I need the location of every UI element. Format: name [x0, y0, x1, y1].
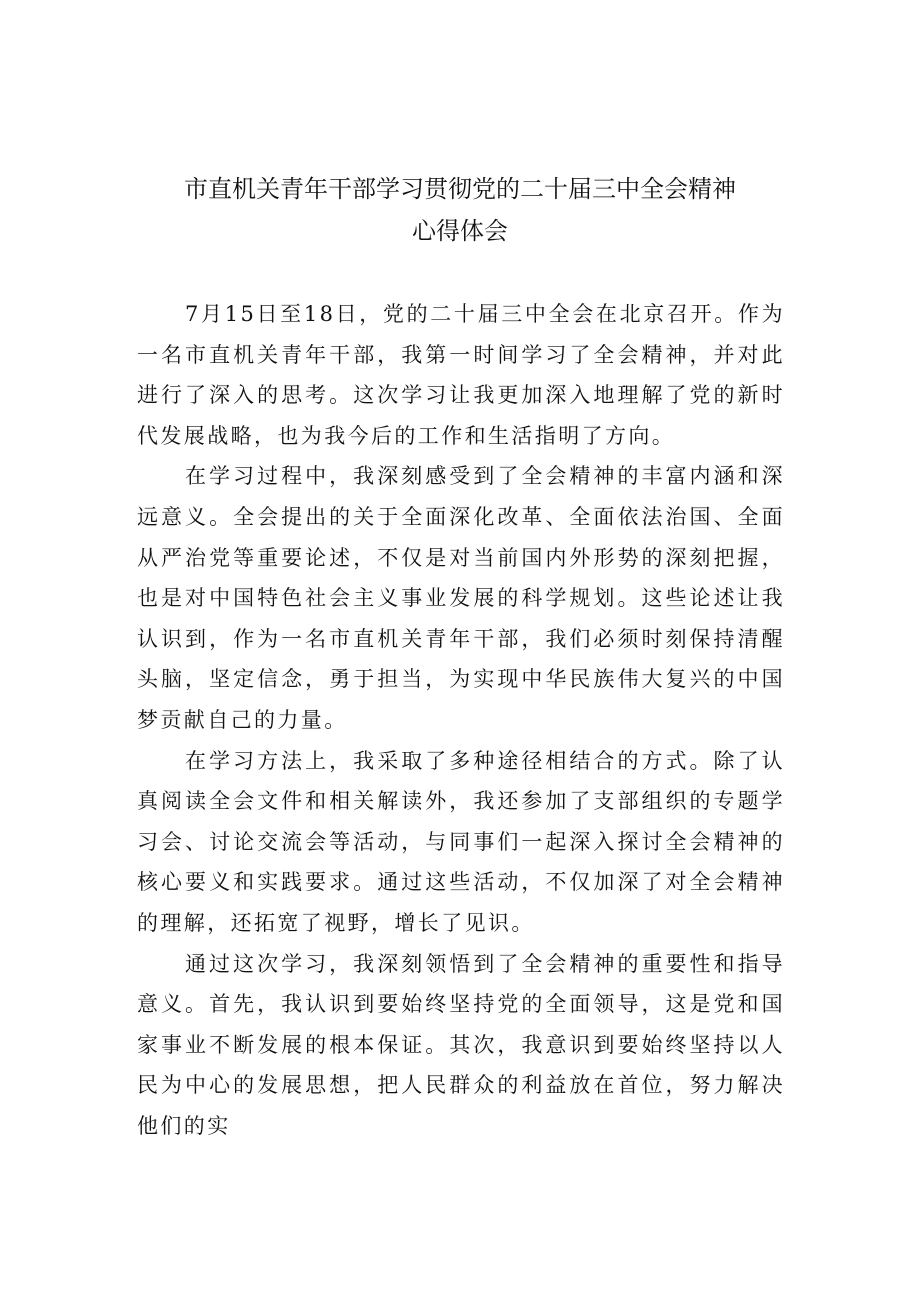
- title-line-2: 心得体会: [412, 217, 508, 245]
- paragraph-3: 在学习方法上，我采取了多种途径相结合的方式。除了认真阅读全会文件和相关解读外，我还参加了支部组织的专题学习会、讨论交流会等活动，与同事们一起深入探讨全会精神的核心要义和实践要求。通过这些活动，不仅加深了对全会精神的理解，还拓宽了视野，增长了见识。: [137, 748, 785, 935]
- title-line-1: 市直机关青年干部学习贯彻党的二十届三中全会精神: [184, 175, 736, 203]
- paragraph-1: 7月15日至18日，党的二十届三中全会在北京召开。作为一名市直机关青年干部，我第一时间学习了全会精神，并对此进行了深入的思考。这次学习让我更加深入地理解了党的新时代发展战略，也为我今后的工作和生活指明了方向。: [137, 302, 785, 448]
- paragraph-2: 在学习过程中，我深刻感受到了全会精神的丰富内涵和深远意义。全会提出的关于全面深化改革、全面依法治国、全面从严治党等重要论述，不仅是对当前国内外形势的深刻把握，也是对中国特色社会主义事业发展的科学规划。这些论述让我认识到，作为一名市直机关青年干部，我们必须时刻保持清醒头脑，坚定信念，勇于担当，为实现中华民族伟大复兴的中国梦贡献自己的力量。: [137, 464, 785, 732]
- document-title: [0, 168, 920, 252]
- document-body: [137, 294, 785, 1146]
- paragraph-4: 通过这次学习，我深刻领悟到了全会精神的重要性和指导意义。首先，我认识到要始终坚持党的全面领导，这是党和国家事业不断发展的根本保证。其次，我意识到要始终坚持以人民为中心的发展思想，把人民群众的利益放在首位，努力解决他们的实: [137, 951, 785, 1138]
